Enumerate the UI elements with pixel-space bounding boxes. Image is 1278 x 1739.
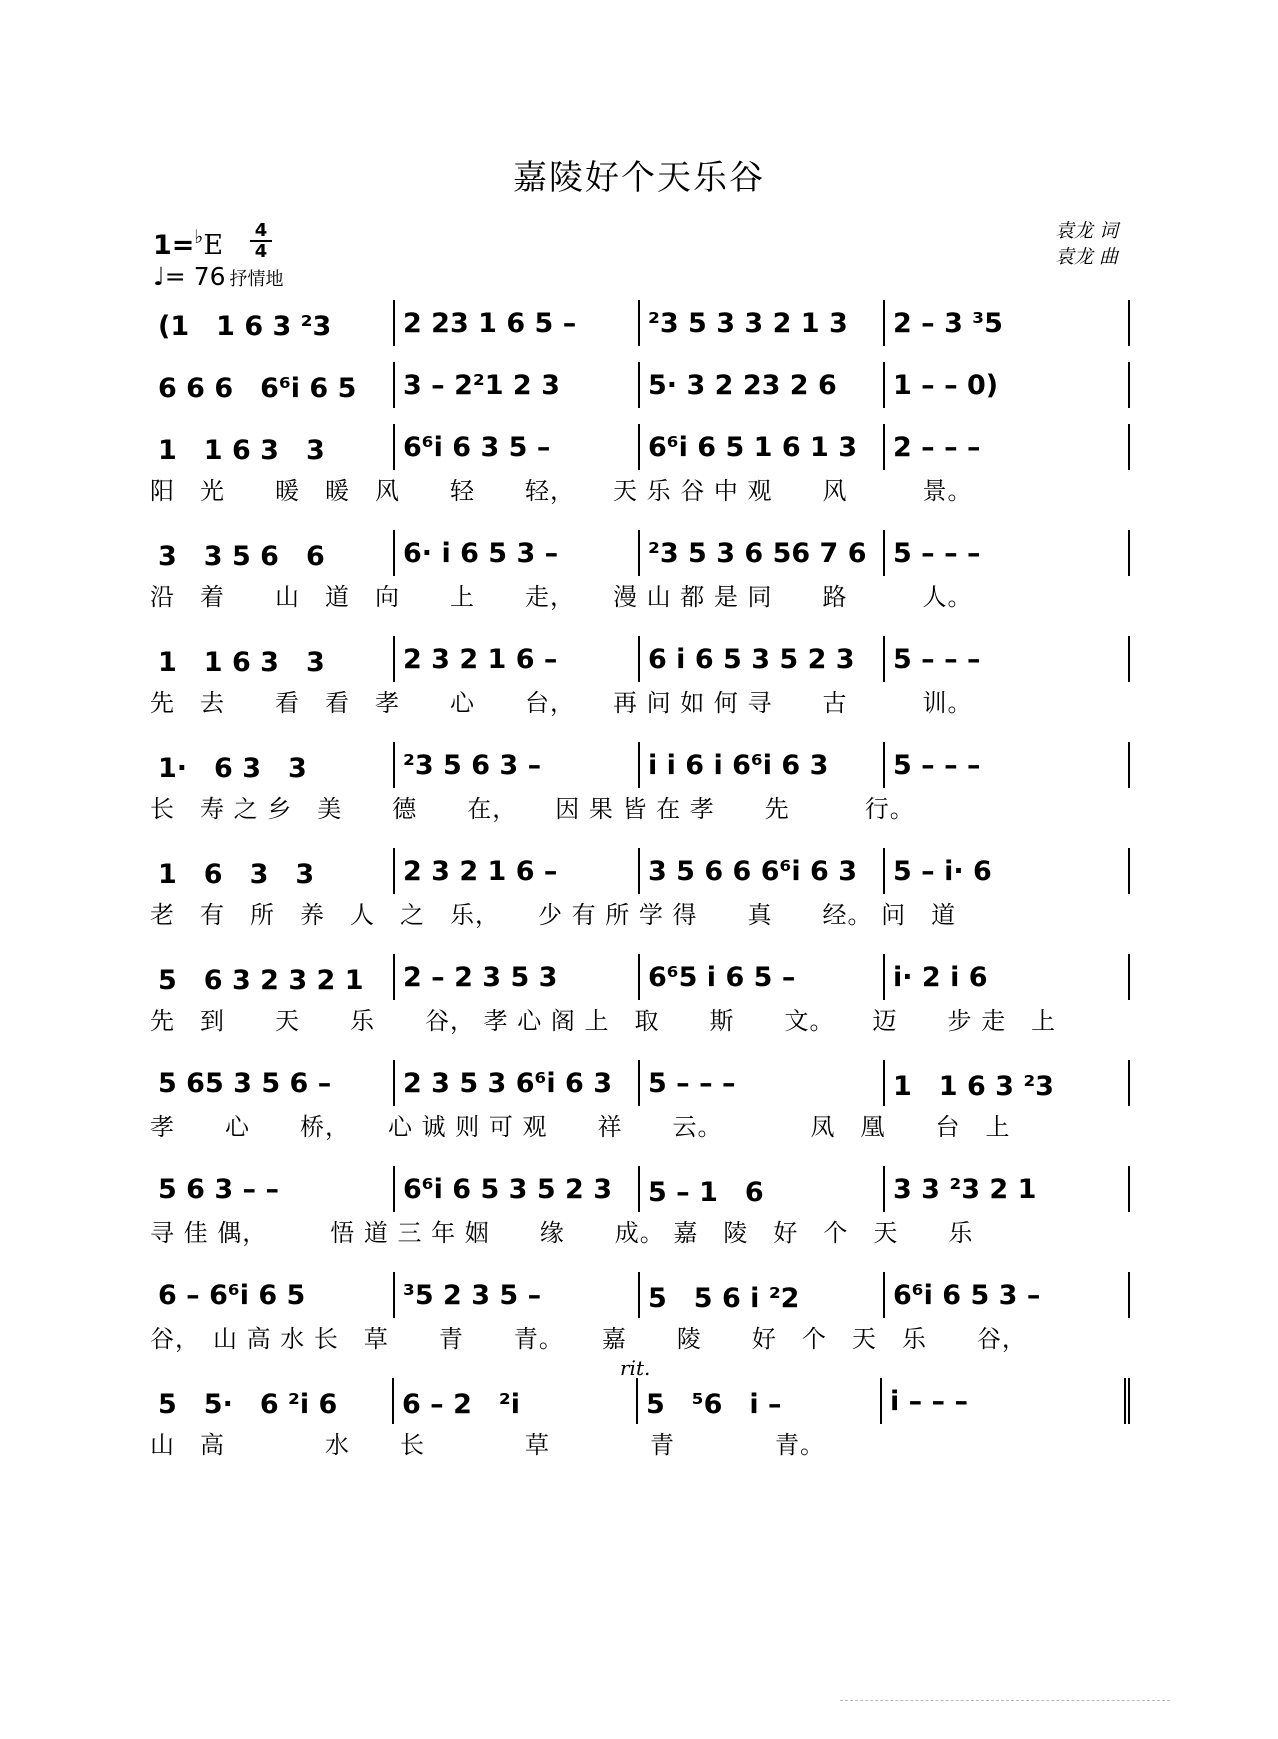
key-note: E: [203, 230, 224, 261]
flat-sign: ♭: [194, 226, 204, 248]
measure: 6 – 6⁶i 6 5: [150, 1272, 395, 1318]
measure: i – – –: [882, 1378, 1130, 1424]
measure: 6· i 6 5 3 –: [395, 530, 640, 576]
time-signature: [250, 222, 272, 260]
quarter-note-icon: ♩: [153, 262, 165, 291]
score-system: [150, 1272, 1130, 1360]
measure: 6⁶5 i 6 5 –: [640, 954, 885, 1000]
composer: 袁龙 曲: [1054, 246, 1118, 268]
measure: 5 65 3 5 6 –: [150, 1060, 395, 1106]
measure: ²3 5 3 6 56 7 6: [640, 530, 885, 576]
tempo-marking: [153, 262, 284, 291]
expression-mark: 抒情地: [229, 269, 284, 290]
measure: 2 – 3 ³5: [885, 300, 1130, 346]
measure: 6⁶i 6 3 5 –: [395, 424, 640, 470]
ritardando-mark: rit.: [620, 1356, 651, 1380]
measure: 3 – 2²1 2 3: [395, 362, 640, 408]
score-system: [150, 636, 1130, 724]
lyrics-line: 先 去 看 看 孝 心 台， 再 问 如 何 寻 古 训。: [150, 689, 973, 717]
measure: 1 1 6 3 3: [150, 636, 395, 682]
score-system: [150, 1060, 1130, 1148]
score-system: [150, 848, 1130, 936]
notation-line: [150, 1378, 1130, 1424]
measure: 5 5· 6 ²i 6: [150, 1378, 394, 1424]
score-system: [150, 300, 1130, 362]
lyrics-line: 老 有 所 养 人 之 乐， 少 有 所 学 得 真 经。 问 道: [150, 901, 957, 929]
measure: (1 1 6 3 ²3: [150, 300, 395, 346]
measure: 2 – – –: [885, 424, 1130, 470]
measure: 5 ⁵6 i –: [638, 1378, 882, 1424]
lyrics-line: 山 高 水 长 草 青 青。: [150, 1431, 825, 1459]
credits: [1055, 218, 1118, 270]
measure: 2 – 2 3 5 3: [395, 954, 640, 1000]
notation-line: [150, 954, 1130, 1000]
lyrics-line: [150, 346, 1130, 362]
score-system: [150, 424, 1130, 512]
measure: 2 3 2 1 6 –: [395, 848, 640, 894]
measure: 1· 6 3 3: [150, 742, 395, 788]
measure: 6⁶i 6 5 3 –: [885, 1272, 1130, 1318]
measure: ²3 5 6 3 –: [395, 742, 640, 788]
measure: 5 – i· 6: [885, 848, 1130, 894]
measure: 6 6 6 6⁶i 6 5: [150, 362, 395, 408]
notation-line: [150, 530, 1130, 576]
time-bottom: 4: [254, 241, 268, 262]
measure: ³5 2 3 5 –: [395, 1272, 640, 1318]
score-system: [150, 362, 1130, 424]
lyrics-line: 沿 着 山 道 向 上 走， 漫 山 都 是 同 路 人。: [150, 583, 973, 611]
measure: 1 1 6 3 ²3: [885, 1060, 1130, 1106]
measure: 5 – – –: [885, 636, 1130, 682]
measure: 1 1 6 3 3: [150, 424, 395, 470]
score-title: 嘉陵好个天乐谷: [513, 158, 765, 198]
measure: 1 6 3 3: [150, 848, 395, 894]
score-system: [150, 954, 1130, 1042]
measure: i· 2 i 6: [885, 954, 1130, 1000]
score-system: [150, 1166, 1130, 1254]
measure: 2 23 1 6 5 –: [395, 300, 640, 346]
measure: 5· 3 2 23 2 6: [640, 362, 885, 408]
lyrics-line: 阳 光 暖 暖 风 轻 轻， 天 乐 谷 中 观 风 景。: [150, 477, 973, 505]
measure: ²3 5 3 3 2 1 3: [640, 300, 885, 346]
lyrics-line: 孝 心 桥， 心 诚 则 可 观 祥 云。 凤 凰 台 上: [150, 1113, 1011, 1141]
score-system: [150, 530, 1130, 618]
time-top: 4: [254, 220, 268, 241]
lyrics-line: [150, 408, 1130, 424]
notation-line: [150, 742, 1130, 788]
measure: i i 6 i 6⁶i 6 3: [640, 742, 885, 788]
measure: 3 3 5 6 6: [150, 530, 395, 576]
measure: 3 5 6 6 6⁶i 6 3: [640, 848, 885, 894]
score-system: [150, 1356, 1130, 1466]
measure: 6 i 6 5 3 5 2 3: [640, 636, 885, 682]
measure: 2 3 2 1 6 –: [395, 636, 640, 682]
lyrics-line: 寻 佳 偶， 悟 道 三 年 姻 缘 成。 嘉 陵 好 个 天 乐: [150, 1219, 974, 1247]
score-body: [150, 300, 1130, 1484]
tempo-value: = 76: [164, 262, 226, 291]
measure: 3 3 ²3 2 1: [885, 1166, 1130, 1212]
lyrics-line: 长 寿 之 乡 美 德 在， 因 果 皆 在 孝 先 行。: [150, 795, 915, 823]
measure: 5 – – –: [885, 530, 1130, 576]
measure: 5 5 6 i ²2: [640, 1272, 885, 1318]
notation-line: [150, 362, 1130, 408]
measure: 5 6 3 – –: [150, 1166, 395, 1212]
measure: 5 – – –: [640, 1060, 885, 1106]
measure: 5 6 3 2 3 2 1: [150, 954, 395, 1000]
measure: 5 – – –: [885, 742, 1130, 788]
lyrics-line: 先 到 天 乐 谷， 孝 心 阁 上 取 斯 文。 迈 步 走 上: [150, 1007, 1057, 1035]
key-signature: [153, 222, 223, 261]
key-prefix: 1=: [153, 230, 195, 261]
notation-line: [150, 1166, 1130, 1212]
measure: 6⁶i 6 5 1 6 1 3: [640, 424, 885, 470]
lyricist: 袁龙 词: [1054, 220, 1118, 242]
notation-line: [150, 424, 1130, 470]
notation-line: [150, 848, 1130, 894]
notation-line: [150, 1272, 1130, 1318]
measure: 5 – 1 6: [640, 1166, 885, 1212]
score-system: [150, 742, 1130, 830]
measure: 2 3 5 3 6⁶i 6 3: [395, 1060, 640, 1106]
measure: 6 – 2 ²i: [394, 1378, 638, 1424]
notation-line: [150, 1060, 1130, 1106]
measure: 6⁶i 6 5 3 5 2 3: [395, 1166, 640, 1212]
footer-mark: [840, 1700, 1170, 1709]
notation-line: [150, 636, 1130, 682]
lyrics-line: 谷， 山 高 水 长 草 青 青。 嘉 陵 好 个 天 乐 谷，: [150, 1325, 1027, 1353]
measure: 1 – – 0): [885, 362, 1130, 408]
notation-line: [150, 300, 1130, 346]
